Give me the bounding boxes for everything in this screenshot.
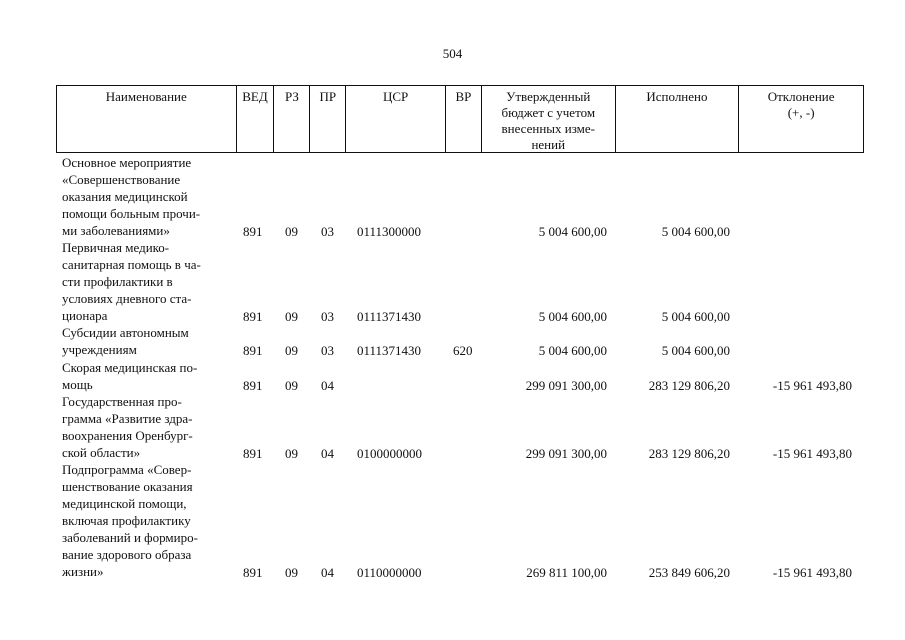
row-csr: 0110000000 (357, 565, 422, 580)
header-pr: ПР (310, 86, 346, 152)
table-header (56, 85, 864, 153)
table-row (0, 154, 905, 240)
row-name: Скорая медицинская по- мощь (62, 360, 198, 392)
header-approved: Утвержденный бюджет с учетом внесенных изме- нений (482, 86, 616, 152)
header-rz: РЗ (274, 86, 310, 152)
row-pr: 03 (321, 309, 334, 324)
row-name: Основное мероприятие «Совершенствование оказания медицинской помощи больным прочи- ми заболеваниями» (62, 155, 201, 238)
row-csr: 0111371430 (357, 343, 422, 358)
row-deviation: -15 961 493,80 (772, 446, 852, 461)
row-ved: 891 (243, 343, 263, 358)
table-row (0, 324, 905, 359)
row-approved: 5 004 600,00 (538, 224, 607, 239)
row-executed: 5 004 600,00 (661, 224, 730, 239)
header-name: Наименование (57, 86, 237, 152)
row-csr: 0111371430 (357, 309, 422, 324)
page-number: 504 (442, 46, 463, 61)
row-executed: 283 129 806,20 (648, 446, 730, 461)
row-executed: 5 004 600,00 (661, 309, 730, 324)
row-approved: 269 811 100,00 (526, 565, 607, 580)
row-rz: 09 (285, 309, 298, 324)
row-rz: 09 (285, 343, 298, 358)
row-rz: 09 (285, 446, 298, 461)
table-row (0, 461, 905, 581)
row-csr: 0111300000 (357, 224, 422, 239)
row-pr: 04 (321, 565, 334, 580)
header-ved: ВЕД (237, 86, 275, 152)
row-ved: 891 (243, 378, 263, 393)
row-csr: 0100000000 (357, 446, 422, 461)
header-deviation: Отклонение (+, -) (767, 89, 835, 120)
row-name: Подпрограмма «Совер- шенствование оказания медицинской помощи, включая профилактику заболеваний и формиро- вание здорового образа жизни» (62, 462, 198, 579)
header-executed: Исполнено (616, 86, 740, 152)
row-rz: 09 (285, 224, 298, 239)
row-name: Государственная про- грамма «Развитие здра- воохранения Оренбург- ской области» (62, 394, 193, 460)
row-vr: 620 (453, 343, 473, 358)
row-ved: 891 (243, 565, 263, 580)
row-deviation: -15 961 493,80 (772, 378, 852, 393)
row-approved: 299 091 300,00 (525, 378, 607, 393)
row-approved: 5 004 600,00 (538, 343, 607, 358)
row-executed: 5 004 600,00 (661, 343, 730, 358)
row-approved: 299 091 300,00 (525, 446, 607, 461)
row-ved: 891 (243, 224, 263, 239)
table-row (0, 359, 905, 394)
header-vr: ВР (446, 86, 482, 152)
row-ved: 891 (243, 446, 263, 461)
row-rz: 09 (285, 565, 298, 580)
row-name: Первичная медико- санитарная помощь в ча- сти профилактики в условиях дневного ста- ционара (62, 240, 201, 323)
table-row (0, 239, 905, 325)
row-executed: 253 849 606,20 (648, 565, 730, 580)
row-deviation: -15 961 493,80 (772, 565, 852, 580)
table-row (0, 393, 905, 462)
header-csr: ЦСР (346, 86, 446, 152)
row-name: Субсидии автономным учреждениям (62, 325, 189, 357)
row-rz: 09 (285, 378, 298, 393)
row-pr: 04 (321, 378, 334, 393)
row-pr: 04 (321, 446, 334, 461)
row-approved: 5 004 600,00 (538, 309, 607, 324)
row-pr: 03 (321, 343, 334, 358)
row-ved: 891 (243, 309, 263, 324)
row-pr: 03 (321, 224, 334, 239)
row-executed: 283 129 806,20 (648, 378, 730, 393)
